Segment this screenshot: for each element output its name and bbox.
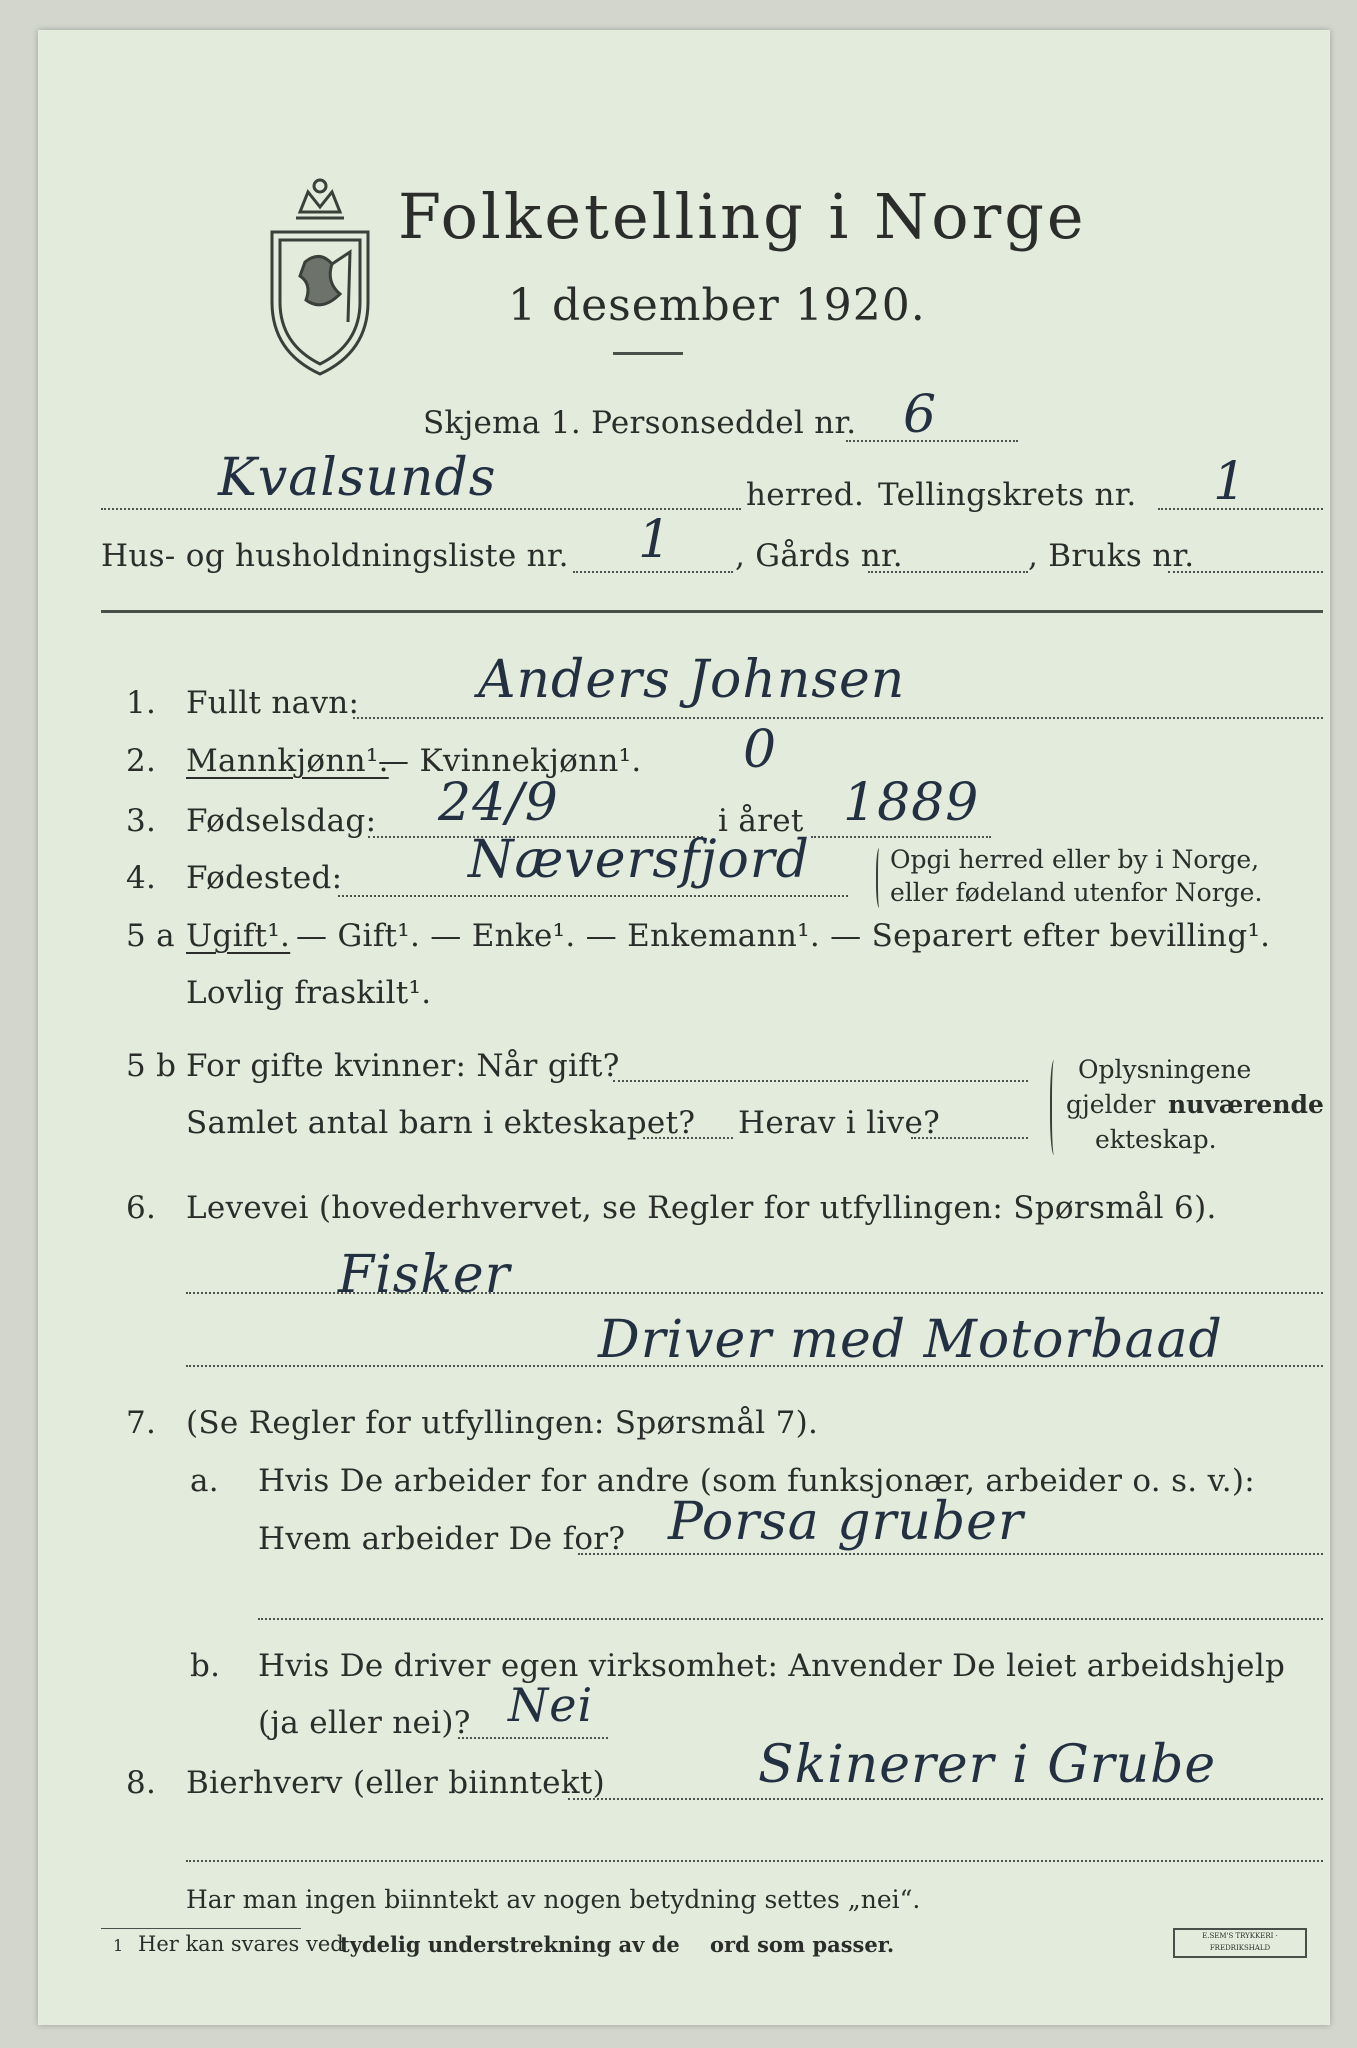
footnote-text-b: tydelig understrekning av de	[340, 1932, 680, 1957]
q5b-children-label: Samlet antal barn i ekteskapet?	[186, 1105, 696, 1141]
q3-number: 3.	[126, 803, 157, 839]
q1-dotted-line	[353, 717, 1323, 719]
tellingskrets-value: 1	[1213, 452, 1248, 512]
q2-male-option: Mannkjønn¹.	[186, 743, 389, 779]
q5b-married-when-dotted-line	[613, 1080, 1028, 1082]
gards-label: , Gårds nr.	[735, 538, 903, 574]
q8-number: 8.	[126, 1765, 157, 1801]
q5b-alive-label: Herav i live?	[738, 1105, 941, 1141]
q7b-letter: b.	[190, 1648, 221, 1684]
tellingskrets-label: Tellingskrets nr.	[878, 477, 1137, 513]
q3-year-dotted-line	[811, 836, 991, 838]
q5b-married-when-label: For gifte kvinner: Når gift?	[186, 1048, 620, 1084]
q4-note-line2: eller fødeland utenfor Norge.	[890, 878, 1263, 907]
title-divider	[613, 352, 683, 355]
q7a-employer: Porsa gruber	[668, 1492, 1024, 1552]
q2-female-option: — Kvinnekjønn¹.	[378, 743, 642, 779]
q3-birth-year: 1889	[843, 773, 980, 833]
household-list-value: 1	[638, 510, 673, 570]
q6-dotted-line-2	[186, 1365, 1323, 1367]
footnote-mark: 1	[113, 1936, 124, 1955]
census-form-page	[38, 30, 1330, 2025]
side-income-note: Har man ingen biinntekt av nogen betydning settes „nei“.	[186, 1885, 921, 1914]
q4-number: 4.	[126, 860, 157, 896]
q7b-hired-help-value: Nei	[508, 1678, 594, 1732]
q8-dotted-line	[568, 1798, 1323, 1800]
q5b-note-line3: ekteskap.	[1095, 1125, 1217, 1154]
q4-label: Fødested:	[186, 860, 343, 896]
footnote-text-a: Her kan svares ved	[138, 1932, 344, 1956]
q5b-alive-dotted-line	[911, 1137, 1028, 1139]
q1-label: Fullt navn:	[186, 685, 360, 721]
q8-side-income: Skinerer i Grube	[758, 1735, 1217, 1795]
q4-note-line1: Opgi herred eller by i Norge,	[890, 845, 1260, 874]
herred-label: herred.	[746, 477, 865, 513]
q8-label: Bierhverv (eller biinntekt)	[186, 1765, 606, 1801]
q7-number: 7.	[126, 1405, 157, 1441]
q5a-number: 5 a	[126, 918, 175, 954]
q2-handwritten-mark: 0	[743, 720, 778, 780]
bruks-label: , Bruks nr.	[1028, 538, 1195, 574]
q1-full-name: Anders Johnsen	[478, 650, 906, 710]
q4-note-brace	[876, 848, 884, 908]
schema-label: Skjema 1. Personseddel nr.	[423, 405, 857, 441]
q7a-employer-dotted-line	[578, 1553, 1323, 1555]
q5a-other-options: — Gift¹. — Enke¹. — Enkemann¹. — Separert efter bevilling¹.	[296, 918, 1271, 954]
q6-number: 6.	[126, 1190, 157, 1226]
q2-number: 2.	[126, 743, 157, 779]
q5a-divorced-option: Lovlig fraskilt¹.	[186, 975, 432, 1011]
q6-occupation-line1: Fisker	[338, 1245, 511, 1305]
q4-dotted-line	[338, 895, 848, 897]
q5b-note-line1: Oplysningene	[1078, 1055, 1252, 1084]
schema-value: 6	[903, 385, 938, 445]
q5b-note-line2a: gjelder	[1066, 1090, 1156, 1119]
q7a-letter: a.	[190, 1463, 219, 1499]
q1-number: 1.	[126, 685, 157, 721]
q8-extra-dotted-line	[186, 1860, 1323, 1862]
q7b-dotted-line	[458, 1737, 608, 1739]
printer-stamp: E.SEM'S TRYKKERI · FREDRIKSHALD	[1173, 1928, 1307, 1958]
gards-dotted-line	[868, 571, 1028, 573]
q7b-question: Hvis De driver egen virksomhet: Anvender De leiet arbeidshjelp	[258, 1648, 1286, 1684]
footnote-rule	[101, 1928, 301, 1929]
q6-occupation-line2: Driver med Motorbaad	[598, 1310, 1223, 1370]
q3-label: Fødselsdag:	[186, 803, 377, 839]
q7a-question: Hvis De arbeider for andre (som funksjonær, arbeider o. s. v.):	[258, 1463, 1256, 1499]
q5b-number: 5 b	[126, 1048, 177, 1084]
q7-label: (Se Regler for utfyllingen: Spørsmål 7).	[186, 1405, 819, 1441]
q6-dotted-line-1	[186, 1292, 1323, 1294]
bruks-dotted-line	[1168, 571, 1323, 573]
form-title: Folketelling i Norge	[398, 180, 1087, 253]
household-list-dotted-line	[573, 571, 733, 573]
footnote-text-c: ord som passer.	[710, 1932, 895, 1957]
q4-birthplace: Næversfjord	[468, 830, 810, 890]
header-separator	[101, 610, 1323, 613]
census-date: 1 desember 1920.	[508, 280, 926, 331]
q7a-extra-dotted-line	[258, 1618, 1323, 1620]
q5b-children-dotted-line	[643, 1137, 733, 1139]
q3-birthday: 24/9	[438, 773, 559, 833]
municipality-value: Kvalsunds	[218, 448, 497, 508]
household-list-label: Hus- og husholdningsliste nr.	[101, 538, 569, 574]
q3-year-label: i året	[718, 803, 804, 839]
q7a-employer-label: Hvem arbeider De for?	[258, 1521, 626, 1557]
q5b-note-brace	[1050, 1060, 1060, 1155]
q7b-hired-help-label: (ja eller nei)?	[258, 1705, 471, 1741]
norway-coat-of-arms-icon	[260, 172, 380, 382]
q5b-note-line2b: nuværende	[1168, 1090, 1324, 1119]
q5a-unmarried-option: Ugift¹.	[186, 918, 291, 954]
q6-label: Levevei (hovederhvervet, se Regler for utfyllingen: Spørsmål 6).	[186, 1190, 1217, 1226]
